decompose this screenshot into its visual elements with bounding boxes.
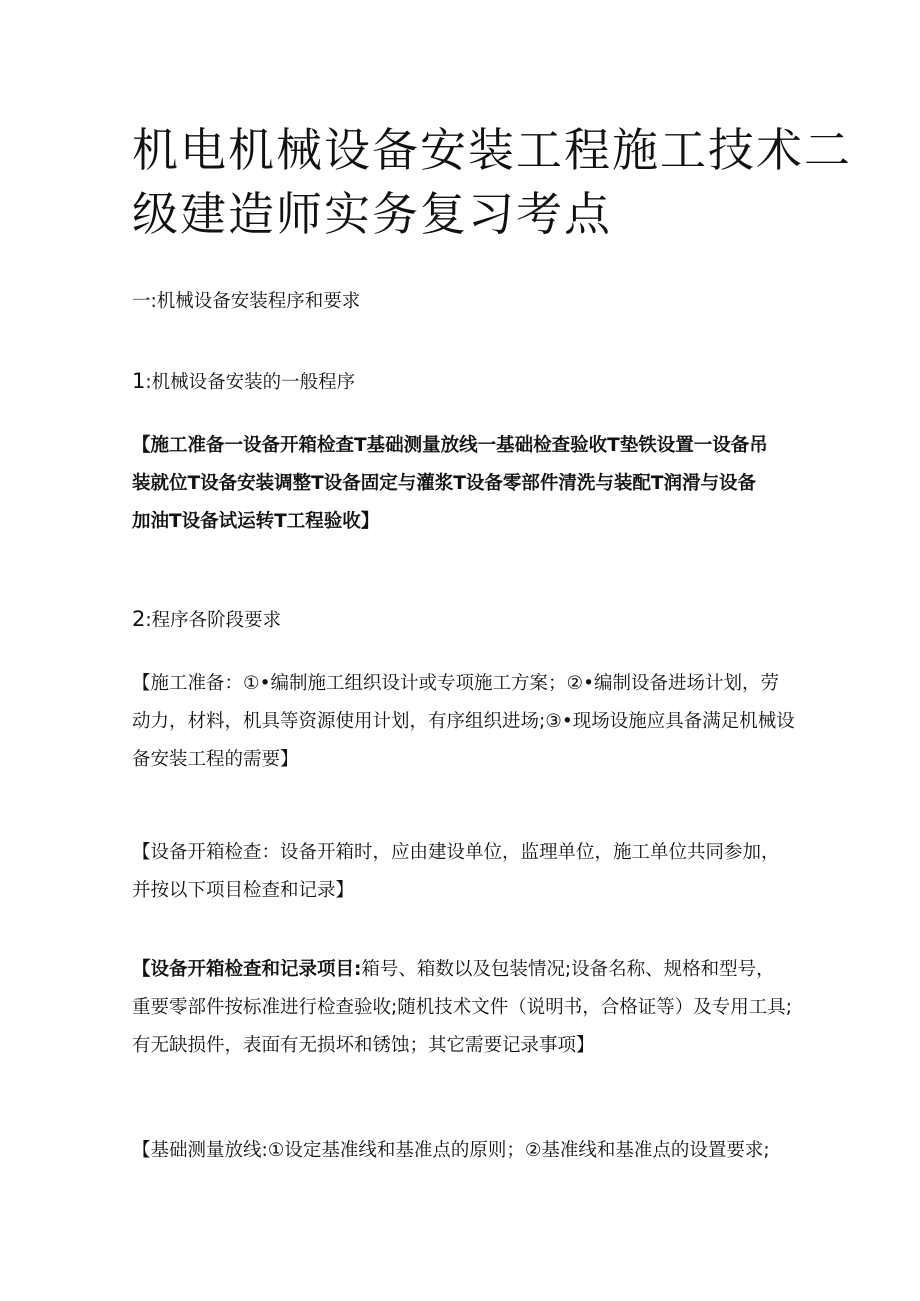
record-items-paragraph — [132, 951, 802, 1065]
survey-paragraph: 【基础测量放线:①设定基准线和基准点的原则；②基准线和基准点的设置要求; — [132, 1140, 770, 1161]
unpacking-paragraph — [132, 834, 802, 910]
procedure-line-1: 【施工准备一设备开箱检查T基础测量放线一基础检查验收T垫铁设置一设备吊 — [132, 435, 768, 456]
procedure-paragraph — [132, 427, 802, 541]
unpacking-line-2: 并按以下项目检查和记录】 — [132, 880, 355, 901]
section-heading-1: 一:机械设备安装程序和要求 — [132, 291, 361, 312]
procedure-line-3: 加油T设备试运转T工程验收】 — [132, 511, 380, 532]
preparation-paragraph — [132, 665, 802, 779]
preparation-line-1: 【施工准备：①•编制施工组织设计或专项施工方案；②•编制设备进场计划，劳 — [132, 673, 779, 694]
subsection-1-number: 1 — [132, 369, 146, 393]
preparation-line-3: 备安装工程的需要】 — [132, 749, 299, 770]
subsection-heading-2 — [132, 600, 802, 640]
record-items-line-1-rest: 箱号、箱数以及包装情况;设备名称、规格和型号， — [361, 959, 775, 980]
preparation-line-2: 动力，材料，机具等资源使用计划，有序组织进场;③•现场设施应具备满足机械设 — [132, 711, 795, 732]
record-items-line-2: 重要零部件按标准进行检查验收;随机技术文件（说明书，合格证等）及专用工具; — [132, 997, 792, 1018]
unpacking-line-1: 【设备开箱检查：设备开箱时，应由建设单位，监理单位，施工单位共同参加， — [132, 842, 780, 863]
title-line-1: 机电机械设备安装工程施工技术二 — [132, 123, 852, 177]
document-title — [132, 118, 852, 246]
record-items-label: 【设备开箱检查和记录项目: — [132, 959, 362, 980]
subsection-2-text: :程序各阶段要求 — [145, 610, 282, 631]
subsection-heading-1 — [132, 362, 802, 402]
subsection-2-number: 2 — [132, 607, 146, 631]
subsection-1-text: :机械设备安装的一般程序 — [145, 372, 356, 393]
title-line-2: 级建造师实务复习考点 — [132, 187, 612, 241]
record-items-line-3: 有无缺损件，表面有无损坏和锈蚀；其它需要记录事项】 — [132, 1035, 595, 1056]
record-items-line-1 — [132, 951, 802, 989]
procedure-line-2: 装就位T设备安装调整T设备固定与灌浆T设备零部件清洗与装配T润滑与设备 — [132, 473, 756, 494]
